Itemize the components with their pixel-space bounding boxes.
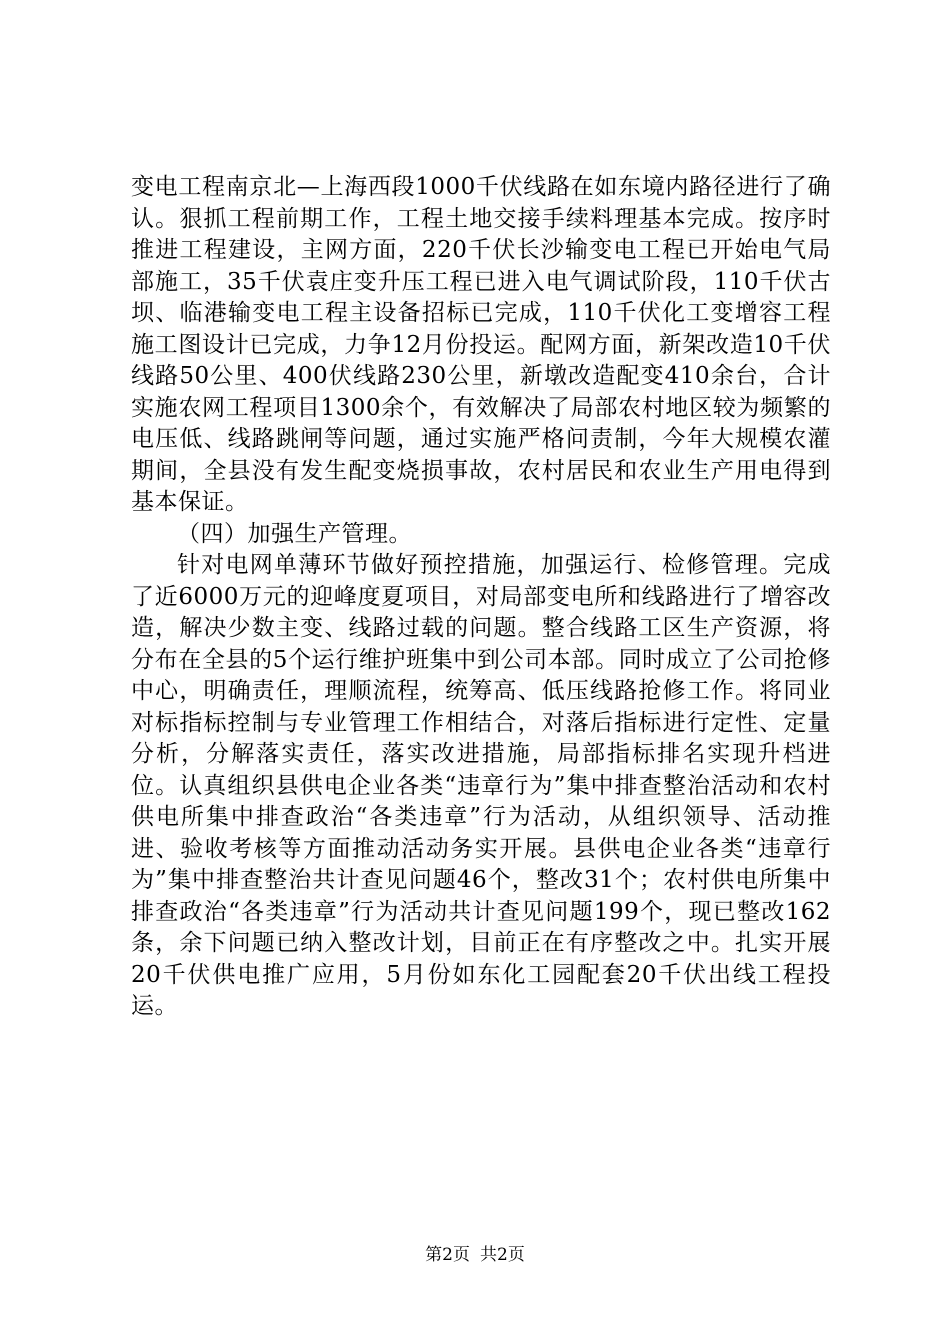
document-body xyxy=(131,172,831,1023)
paragraph-production-management: 针对电网单薄环节做好预控措施，加强运行、检修管理。完成了近6000万元的迎峰度夏项目，对局部变电所和线路进行了增容改造，解决少数主变、线路过载的问题。整合线路工区生产资源，将分布在全县的5个运行维护班集中到公司本部。同时成立了公司抢修中心，明确责任，理顺流程，统筹高、低压线路抢修工作。将同业对标指标控制与专业管理工作相结合，对落后指标进行定性、定量分析，分解落实责任，落实改进措施，局部指标排名实现升档进位。认真组织县供电企业各类“违章行为”集中排查整治活动和农村供电所集中排查政治“各类违章”行为活动，从组织领导、活动推进、验收考核等方面推动活动务实开展。县供电企业各类“违章行为”集中排查整治共计查见问题46个，整改31个；农村供电所集中排查政治“各类违章”行为活动共计查见问题199个，现已整改162条，余下问题已纳入整改计划，目前正在有序整改之中。扎实开展20千伏供电推广应用，5月份如东化工园配套20千伏出线工程投运。 xyxy=(131,552,831,1019)
page-number-current: 第2页 xyxy=(425,1245,470,1265)
paragraph-continued: 变电工程南京北—上海西段1000千伏线路在如东境内路径进行了确认。狠抓工程前期工作，工程土地交接手续料理基本完成。按序时推进工程建设，主网方面，220千伏长沙输变电工程已开始电气局部施工，35千伏袁庄变升压工程已进入电气调试阶段，110千伏古坝、临港输变电工程主设备招标已完成，110千伏化工变增容工程施工图设计已完成，力争12月份投运。配网方面，新架改造10千伏线路50公里、400伏线路230公里，新墩改造配变410余台，合计实施农网工程项目1300余个，有效解决了局部农村地区较为频繁的电压低、线路跳闸等问题，通过实施严格问责制，今年大规模农灌期间，全县没有发生配变烧损事故，农村居民和农业生产用电得到基本保证。 xyxy=(131,174,831,515)
page-footer xyxy=(0,1244,950,1266)
section-heading: （四）加强生产管理。 xyxy=(177,520,412,547)
page-number-total: 共2页 xyxy=(480,1245,525,1265)
